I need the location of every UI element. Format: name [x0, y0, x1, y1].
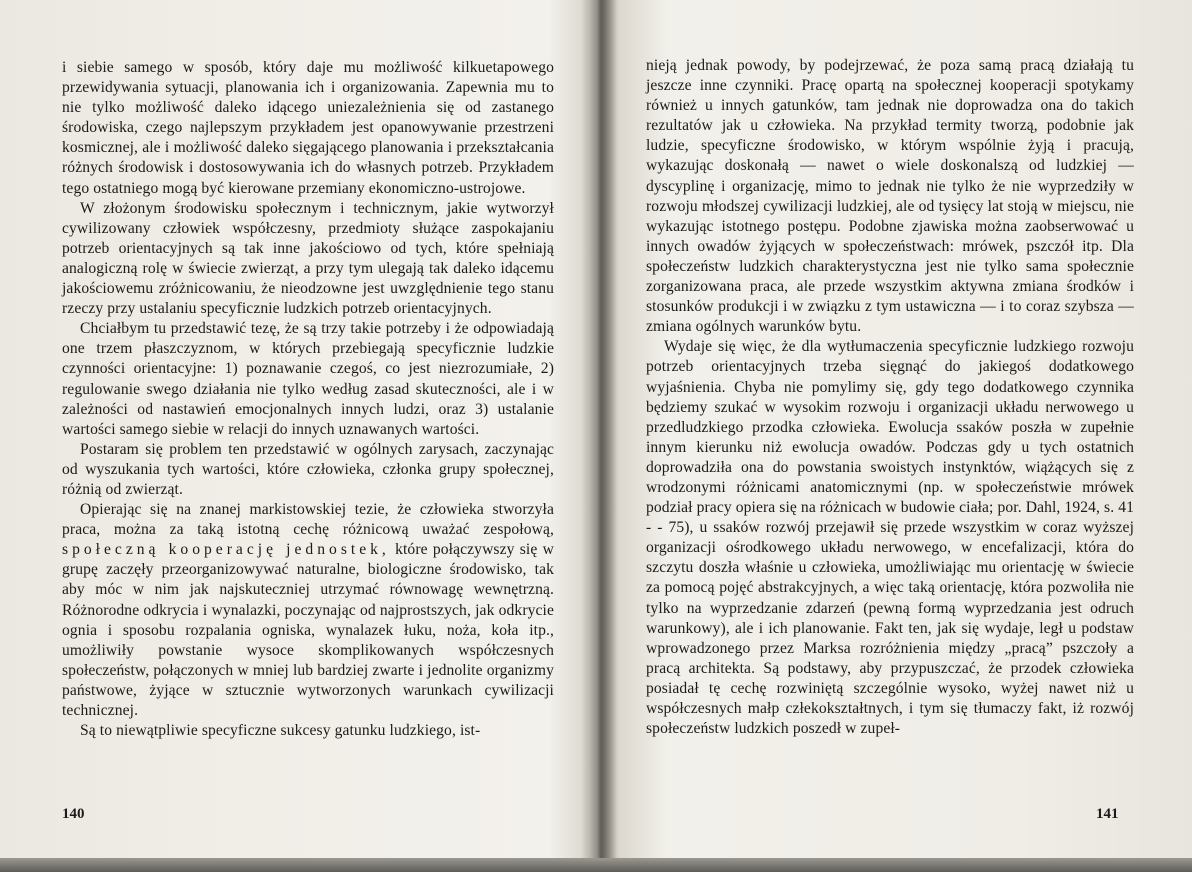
- spaced-emphasis: społeczną kooperację jednostek,: [62, 541, 390, 559]
- paragraph-text: Opierając się na znanej markistowskiej tezie, że człowieka stworzyła praca, można za taką istotną cechę różnicową uważać zespołową,: [62, 501, 554, 539]
- scan-bottom-edge: [0, 858, 1192, 872]
- paragraph: i siebie samego w sposób, który daje mu możliwość kilkuetapowego przewidywania sytuacji, planowania ich i organizowania. Zapewnia mu to nie tylko możliwość daleko idącego uniezależnienia się od zastanego środowiska, czego najlepszym przykładem jest opanowywanie przestrzeni kosmicznej, ale i możliwość daleko sięgającego planowania i przekształcania różnych środowisk i dostosowywania ich do własnych potrzeb. Przykładem tego ostatniego mogą być kierowane przemiany ekonomiczno-ustrojowe.: [62, 59, 554, 197]
- paragraph: [62, 500, 554, 721]
- paragraph: Postaram się problem ten przedstawić w ogólnych zarysach, zaczynając od wyszukania tych wartości, które człowieka, członka grupy społecznej, różnią od zwierząt.: [62, 440, 554, 498]
- page-number: 141: [1096, 806, 1119, 822]
- paragraph: Wydaje się więc, że dla wytłumaczenia specyficznie ludzkiego rozwoju potrzeb orientacyjnych trzeba sięgnąć do jakiegoś dodatkowego wyjaśnienia. Chyba nie pomylimy się, gdy tego dodatkowego czynnika będziemy szukać w wysokim rozwoju i organizacji układu nerwowego u przedludzkiego przodka człowieka. Ewolucja ssaków poszła w zupełnie innym kierunku niż ewolucja owadów. Podczas gdy u tych ostatnich doprowadziła ona do powstania swoistych instynktów, wiążących się z wrodzonymi różnicami anatomicznymi (np. w społeczeństwie mrówek podział pracy opiera się na różnicach w budowie ciała; por. Dahl, 1924, s. 41 - - 75), u ssaków rozwój przejawił się przede wszystkim w coraz wyższej organizacji ośrodkowego układu nerwowego, w encefalizacji, która do szczytu doszła właśnie u człowieka, umożliwiając mu orientację w świecie za pomocą pojęć abstrakcyjnych, a więc taką orientację, która pozwoliła nie tylko na wyprzedzanie zdarzeń (pewną formą wyprzedzania jest odruch warunkowy), ale i ich planowanie. Fakt ten, jak się wydaje, legł u podstaw wprowadzonego przez Marksa rozróżnienia między „pracą” pszczoły a pracą architekta. Są podstawy, aby przypuszczać, że przodek człowieka posiadał tę cechę rozwiniętą szczególnie wysoko, wyżej nawet niż u współczesnych małp człekokształtnych, i tym się tłumaczy fakt, iż rozwój społeczeństw ludzkich poszedł w zupeł-: [646, 338, 1134, 738]
- left-page-text: [62, 58, 554, 741]
- page-number: 140: [62, 806, 85, 822]
- book-gutter: [581, 0, 617, 858]
- paragraph: nieją jednak powody, by podejrzewać, że poza samą pracą działają tu jeszcze inne czynniki. Pracę opartą na społecznej kooperacji spotykamy również u innych gatunków, tam jednak nie doprowadza ona do takich rezultatów jak u człowieka. Na przykład termity tworzą, podobnie jak ludzie, specyficzne środowisko, w którym wspólnie żyją i pracują, wykazując doskonałą — nawet o wiele doskonalszą od ludzkiej — dyscyplinę i organizację, mimo to jednak nie tylko że nie wyprzedziły w rozwoju młodszej cywilizacji ludzkiej, ale od tysięcy lat stoją w miejscu, nie wykazując istotnego postępu. Podobne zjawiska można zaobserwować u innych owadów żyjących w społeczeństwach: mrówek, pszczół itp. Dla społeczeństw ludzkich charakterystyczna jest nie tylko sama społecznie zorganizowana praca, ale przede wszystkim aktywna zmiana środków i stosunków produkcji i w związku z tym ustawiczna — i to coraz szybsza — zmiana ogólnych warunków bytu.: [646, 57, 1134, 336]
- paragraph: Chciałbym tu przedstawić tezę, że są trzy takie potrzeby i że odpowiadają one trzem płaszczyznom, w których przebiegają specyficznie ludzkie czynności orientacyjne: 1) poznawanie czegoś, co jest niezrozumiałe, 2) regulowanie swego działania nie tylko według zasad skuteczności, ale i w zależności od nastawień emocjonalnych innych ludzi, oraz 3) ustalanie wartości samego siebie w relacji do innych uznawanych wartości.: [62, 320, 554, 438]
- right-page-text: [646, 56, 1134, 739]
- paragraph: W złożonym środowisku społecznym i technicznym, jakie wytworzył cywilizowany człowiek współczesny, przedmioty służące zaspokajaniu potrzeb orientacyjnych są tak inne jakościowo od tych, które spełniają analogiczną rolę w świecie zwierząt, a przy tym ulegają tak daleko idącemu jakościowemu zróżnicowaniu, że nieodzowne jest uwzględnienie tego stanu rzeczy przy ustalaniu specyficznie ludzkich potrzeb orientacyjnych.: [62, 199, 554, 318]
- paragraph-text: które połączywszy się w grupę zaczęły przeorganizowywać naturalne, biologiczne środowisko, tak aby móc w nim jak najskuteczniej utrzymać równowagę wewnętrzną. Różnorodne odkrycia i wynalazki, poczynając od najprostszych, jak odkrycie ognia i sposobu rozpalania ogniska, wynalazek łuku, noża, koła itp., umożliwiły powstanie wysoce skomplikowanych współczesnych społeczeństw, połączonych w mniej lub bardziej zwarte i jednolite organizmy państwowe, żyjące w sztucznie wytworzonych warunkach cywilizacji technicznej.: [62, 541, 554, 719]
- paragraph: Są to niewątpliwie specyficzne sukcesy gatunku ludzkiego, ist-: [80, 722, 481, 740]
